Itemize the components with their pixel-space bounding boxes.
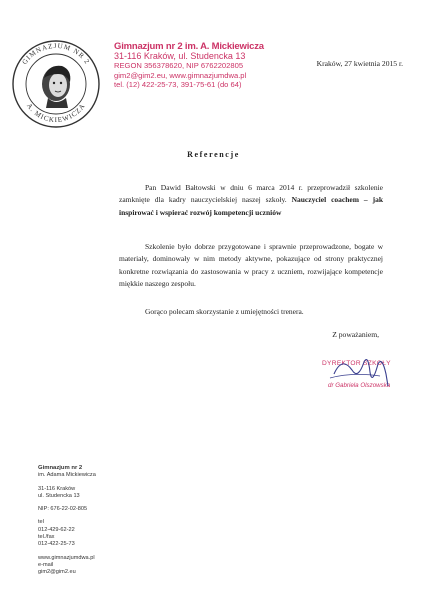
paragraph-2-text: Szkolenie było dobrze przygotowane i sprawnie przeprowadzone, bogate w materiały, dominowały w nim metody aktywne, pokazujące od strony praktycznej konkretne rozwiązania do zastosowania w pracy z uczniem, rozwijające kompetencje miękkie naszego zespołu.: [119, 242, 383, 289]
footer-patron: im. Adama Mickiewicza: [38, 472, 96, 479]
date-line: Kraków, 27 kwietnia 2015 r.: [316, 59, 403, 68]
footer-tel: 012-429-62-22: [38, 526, 75, 533]
footer-email: gim2@gim2.eu: [38, 569, 76, 576]
signature-block: [322, 352, 408, 392]
footer-fax: 012-422-25-73: [38, 541, 75, 548]
stamp-address: 31-116 Kraków, ul. Studencka 13: [114, 50, 246, 61]
handwritten-signature: [322, 352, 408, 392]
footer-school-name: Gimnazjum nr 2: [38, 465, 83, 471]
paragraph-3-text: Gorąco polecam skorzystanie z umiejętności trenera.: [145, 307, 304, 316]
stamp-school-name: Gimnazjum nr 2 im. A. Mickiewicza: [114, 41, 264, 52]
paragraph-1-text: Pan Dawid Bałtowski w dniu 6 marca 2014 r. przeprowadził szkolenie zamknięte dla kadry nauczycielskiej naszej szkoły.: [119, 183, 383, 205]
footer-email-label: e-mail: [38, 561, 54, 568]
stamp-email: gim2@gim2.eu, www.gimnazjumdwa.pl: [114, 70, 247, 80]
signature-name: dr Gabriela Olszowska: [328, 382, 391, 389]
stamp-regon: REGON 356378620, NIP 6762202805: [114, 61, 244, 71]
stamp-phone: tel. (12) 422-25-73, 391-75-61 (do 64): [114, 80, 242, 90]
svg-text:GIMNAZJUM NR 2: GIMNAZJUM NR 2: [20, 41, 92, 67]
paragraph-3: [119, 306, 383, 318]
paragraph-2: [119, 241, 383, 291]
footer-address-2: ul. Studencka 13: [38, 492, 80, 499]
closing-salutation: Z poważaniem,: [332, 330, 379, 339]
footer-address-1: 31-116 Kraków: [38, 485, 76, 492]
signature-role: DYREKTOR SZKOŁY: [322, 360, 391, 367]
footer-nip: NIP: 676-22-02-805: [38, 506, 88, 513]
footer-www: www.gimnazjumdwa.pl: [38, 554, 95, 561]
school-stamp: [114, 42, 274, 90]
school-logo-seal: [10, 38, 102, 130]
footer-tel-label: tel: [38, 519, 44, 526]
footer-fax-label: tel./fax: [38, 534, 55, 541]
paragraph-1: [119, 182, 383, 219]
document-title: Referencje: [187, 150, 240, 159]
svg-text:A. MICKIEWICZA: A. MICKIEWICZA: [24, 101, 88, 125]
footer-contact: [38, 465, 178, 577]
training-title: Nauczyciel coachem – jak inspirować i wspierać rozwój kompetencji uczniów: [119, 195, 384, 217]
